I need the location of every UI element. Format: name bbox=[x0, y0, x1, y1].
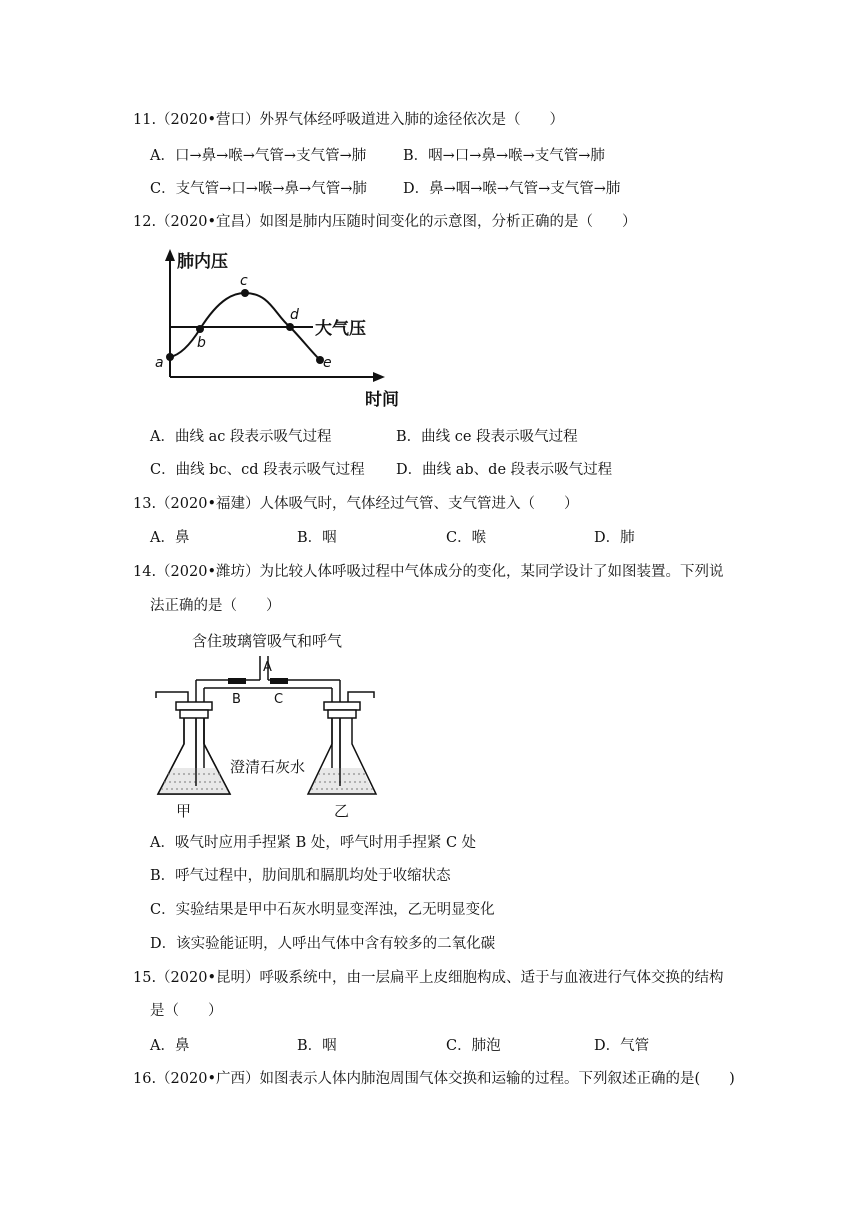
q12-option-c: C．曲线 bc、cd 段表示吸气过程 bbox=[150, 462, 365, 478]
q14-option-d: D．该实验能证明，人呼出气体中含有较多的二氧化碳 bbox=[150, 936, 496, 952]
q13-option-b: B．咽 bbox=[297, 530, 337, 546]
q12-option-b: B．曲线 ce 段表示吸气过程 bbox=[396, 429, 578, 445]
q14-option-a: A．吸气时应用手捏紧 B 处，呼气时用手捏紧 C 处 bbox=[150, 835, 477, 851]
x-axis-label: 时间 bbox=[365, 390, 399, 410]
label-c: C bbox=[274, 692, 284, 707]
point-a-label: a bbox=[155, 355, 164, 371]
q11-option-d: D．鼻→咽→喉→气管→支气管→肺 bbox=[403, 181, 621, 197]
question-11-stem: 11.（2020•营口）外界气体经呼吸道进入肺的途径依次是（ ） bbox=[133, 112, 565, 128]
label-b: B bbox=[232, 692, 241, 707]
q13-option-a: A．鼻 bbox=[150, 530, 190, 546]
q13-option-c: C．喉 bbox=[446, 530, 487, 546]
limewater-label: 澄清石灰水 bbox=[230, 758, 306, 776]
question-14-stem-line-2: 法正确的是（ ） bbox=[150, 598, 281, 614]
q15-option-a: A．鼻 bbox=[150, 1038, 190, 1054]
point-e-label: e bbox=[323, 355, 332, 371]
q12-option-d: D．曲线 ab、de 段表示吸气过程 bbox=[396, 462, 613, 478]
y-axis-label: 肺内压 bbox=[177, 252, 228, 272]
q11-option-c: C．支气管→口→喉→鼻→气管→肺 bbox=[150, 181, 367, 197]
question-12-stem: 12.（2020•宜昌）如图是肺内压随时间变化的示意图，分析正确的是（ ） bbox=[133, 214, 637, 230]
q15-option-c: C．肺泡 bbox=[446, 1038, 501, 1054]
question-15-stem-line-2: 是（ ） bbox=[150, 1003, 223, 1019]
q15-option-d: D．气管 bbox=[594, 1038, 650, 1054]
point-d-label: d bbox=[290, 307, 299, 323]
question-15-stem-line-1: 15.（2020•昆明）呼吸系统中，由一层扁平上皮细胞构成、适于与血液进行气体交换的结构 bbox=[133, 970, 724, 986]
apparatus-caption: 含住玻璃管吸气和呼气 bbox=[192, 632, 343, 650]
q11-option-a: A．口→鼻→喉→气管→支气管→肺 bbox=[150, 148, 367, 164]
question-13-stem: 13.（2020•福建）人体吸气时，气体经过气管、支气管进入（ ） bbox=[133, 496, 579, 512]
question-16-stem: 16.（2020•广西）如图表示人体内肺泡周围气体交换和运输的过程。下列叙述正确的是( ) bbox=[133, 1071, 735, 1087]
lung-pressure-figure bbox=[145, 245, 405, 415]
clamp-b bbox=[228, 678, 246, 684]
flask-jia-label: 甲 bbox=[176, 802, 192, 820]
q13-option-d: D．肺 bbox=[594, 530, 635, 546]
q14-option-b: B．呼气过程中，肋间肌和膈肌均处于收缩状态 bbox=[150, 868, 451, 884]
label-a: A bbox=[263, 660, 272, 675]
q15-option-b: B．咽 bbox=[297, 1038, 337, 1054]
point-b-label: b bbox=[197, 335, 206, 351]
clamp-c bbox=[270, 678, 288, 684]
point-c-label: c bbox=[240, 273, 248, 289]
q12-option-a: A．曲线 ac 段表示吸气过程 bbox=[150, 429, 332, 445]
question-14-stem-line-1: 14.（2020•潍坊）为比较人体呼吸过程中气体成分的变化，某同学设计了如图装置。下列说 bbox=[133, 564, 724, 580]
q11-option-b: B．咽→口→鼻→喉→支气管→肺 bbox=[403, 148, 605, 164]
breathing-apparatus-figure bbox=[148, 626, 388, 826]
flask-yi-label: 乙 bbox=[334, 802, 350, 820]
atmospheric-pressure-label: 大气压 bbox=[315, 319, 366, 339]
q14-option-c: C．实验结果是甲中石灰水明显变浑浊，乙无明显变化 bbox=[150, 902, 495, 918]
